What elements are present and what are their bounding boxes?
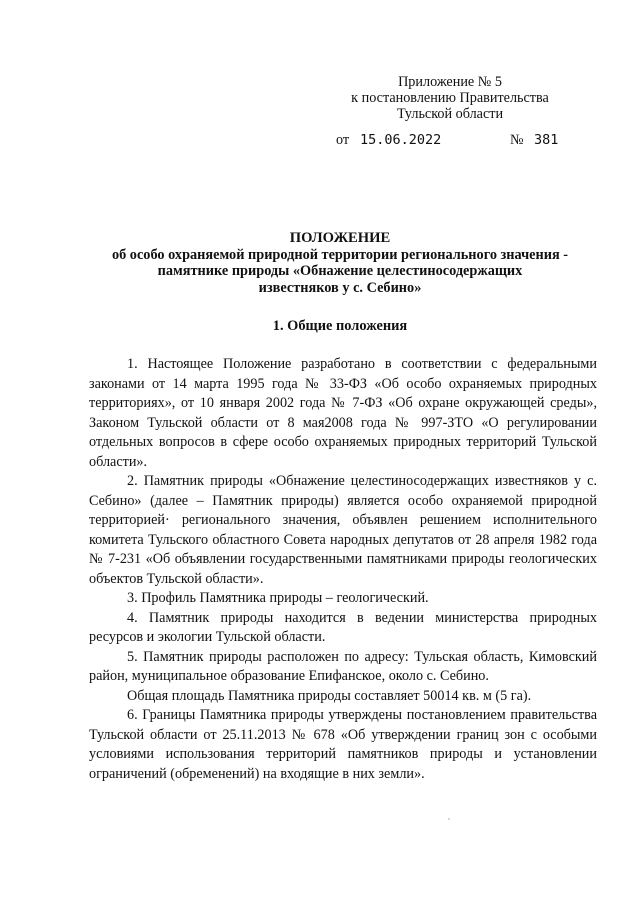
title-line-2: памятнике природы «Обнажение целестиносодержащих	[157, 263, 523, 279]
section-heading: 1. Общие положения	[272, 318, 408, 334]
paragraph-area: Общая площадь Памятника природы составляет 50014 кв. м (5 га).	[127, 687, 532, 704]
document-title	[60, 230, 620, 296]
paragraph-4: 4. Памятник природы находится в ведении министерства природных ресурсов и экологии Тульской области.	[89, 609, 597, 645]
title-main: ПОЛОЖЕНИЕ	[289, 230, 391, 246]
decree-number: 381	[534, 132, 559, 148]
decree-from-label: от	[336, 132, 350, 148]
paragraph-2: 2. Памятник природы «Обнажение целестиносодержащих известняков у с. Себино» (далее – Памятник природы) является особо охраняемой природной территорией· регионального значения, объявлен решением исполнительного комитета Тульского областного Совета народных депутатов от 28 апреля 1982 года № 7-231 «Об объявлении государственными памятниками природы геологических объектов Тульской области».	[89, 473, 597, 587]
paragraph-6: 6. Границы Памятника природы утверждены постановлением правительства Тульской области от 25.11.2013 № 678 «Об утверждении границ зон с особыми условиями использования территорий памятников природы и установлении ограничений (обременений) на входящие в них земли».	[89, 707, 597, 782]
appendix-region: Тульской области	[396, 106, 504, 122]
appendix-number: Приложение № 5	[398, 74, 502, 90]
scan-artifact-dot	[448, 818, 450, 820]
decree-number-label: №	[510, 132, 524, 148]
section-body	[89, 355, 597, 784]
decree-line	[0, 132, 640, 152]
paragraph-1: 1. Настоящее Положение разработано в соответствии с федеральными законами от 14 марта 1995 года № 33-ФЗ «Об особо охраняемых природных территориях», от 10 января 2002 года № 7-ФЗ «Об охране окружающей среды», Законом Тульской области от 8 мая2008 года № 997-ЗТО «О регулировании отдельных вопросов в сфере особо охраняемых природных территорий Тульской области».	[89, 356, 597, 470]
paragraph-3: 3. Профиль Памятника природы – геологический.	[127, 590, 429, 606]
paragraph-5: 5. Памятник природы расположен по адресу: Тульская область, Кимовский район, муниципальное образование Епифанское, около с. Себино.	[89, 648, 597, 684]
title-line-3: известняков у с. Себино»	[258, 279, 422, 296]
appendix-header	[330, 74, 570, 122]
decree-date: 15.06.2022	[360, 132, 442, 148]
appendix-decree-reference: к постановлению Правительства	[351, 90, 549, 106]
title-line-1: об особо охраняемой природной территории регионального значения -	[111, 246, 569, 263]
